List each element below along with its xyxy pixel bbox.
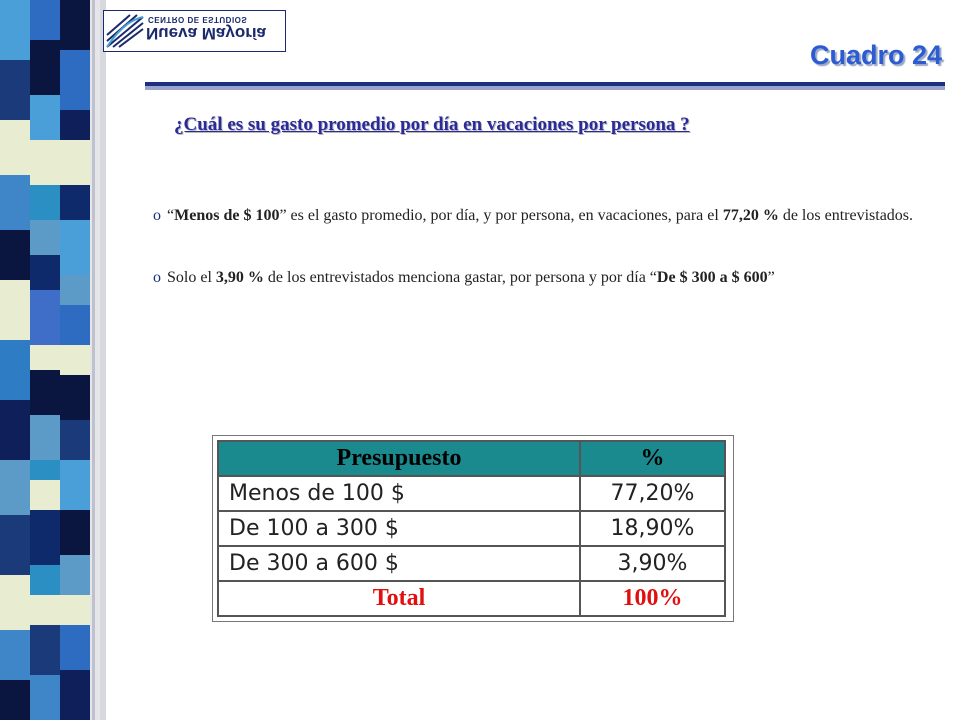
- total-value: 100%: [580, 581, 725, 616]
- header-percent: %: [580, 441, 725, 476]
- budget-table-frame: [212, 435, 734, 622]
- decorative-stripes: [0, 0, 110, 720]
- table-row: [218, 546, 725, 581]
- decorative-side-strip: [0, 0, 110, 720]
- text: “: [167, 207, 175, 224]
- row-value: 3,90%: [580, 546, 725, 581]
- row-value: 18,90%: [580, 511, 725, 546]
- text-bold: Menos de $ 100: [174, 207, 280, 224]
- row-label: De 100 a 300 $: [218, 511, 580, 546]
- table-row: [218, 476, 725, 511]
- text-bold: 77,20 %: [722, 207, 779, 224]
- text: Solo el: [167, 269, 216, 286]
- table-header-row: [218, 441, 725, 476]
- bullet-paragraph-2: [153, 266, 915, 289]
- rule-light: [145, 86, 945, 90]
- text: ”: [767, 269, 775, 286]
- bullet-paragraph-1: [153, 204, 915, 227]
- total-label: Total: [218, 581, 580, 616]
- text: de los entrevistados menciona gastar, por persona y por día “: [263, 269, 657, 286]
- row-label: Menos de 100 $: [218, 476, 580, 511]
- text: de los entrevistados.: [778, 207, 914, 224]
- title-rule: [145, 82, 945, 90]
- logo-text: [146, 15, 282, 42]
- table-total-row: [218, 581, 725, 616]
- text-bold: 3,90 %: [215, 269, 264, 286]
- budget-table: [217, 440, 726, 617]
- logo-main-text: Nueva Mayoría: [146, 24, 266, 43]
- page-title: Cuadro 24: [809, 40, 942, 70]
- bullet-marker: o: [153, 207, 161, 224]
- logo: [103, 10, 286, 52]
- row-value: 77,20%: [580, 476, 725, 511]
- logo-sub-text: CENTRO DE ESTUDIOS: [148, 15, 248, 24]
- row-label: De 300 a 600 $: [218, 546, 580, 581]
- header-presupuesto: Presupuesto: [218, 441, 580, 476]
- bullet-marker: o: [153, 269, 161, 286]
- text: ” es el gasto promedio, por día, y por persona, en vacaciones, para el: [279, 207, 723, 224]
- table-row: [218, 511, 725, 546]
- text-bold: De $ 300 a $ 600: [656, 269, 768, 286]
- survey-question: ¿Cuál es su gasto promedio por día en vacaciones por persona ?: [174, 114, 690, 135]
